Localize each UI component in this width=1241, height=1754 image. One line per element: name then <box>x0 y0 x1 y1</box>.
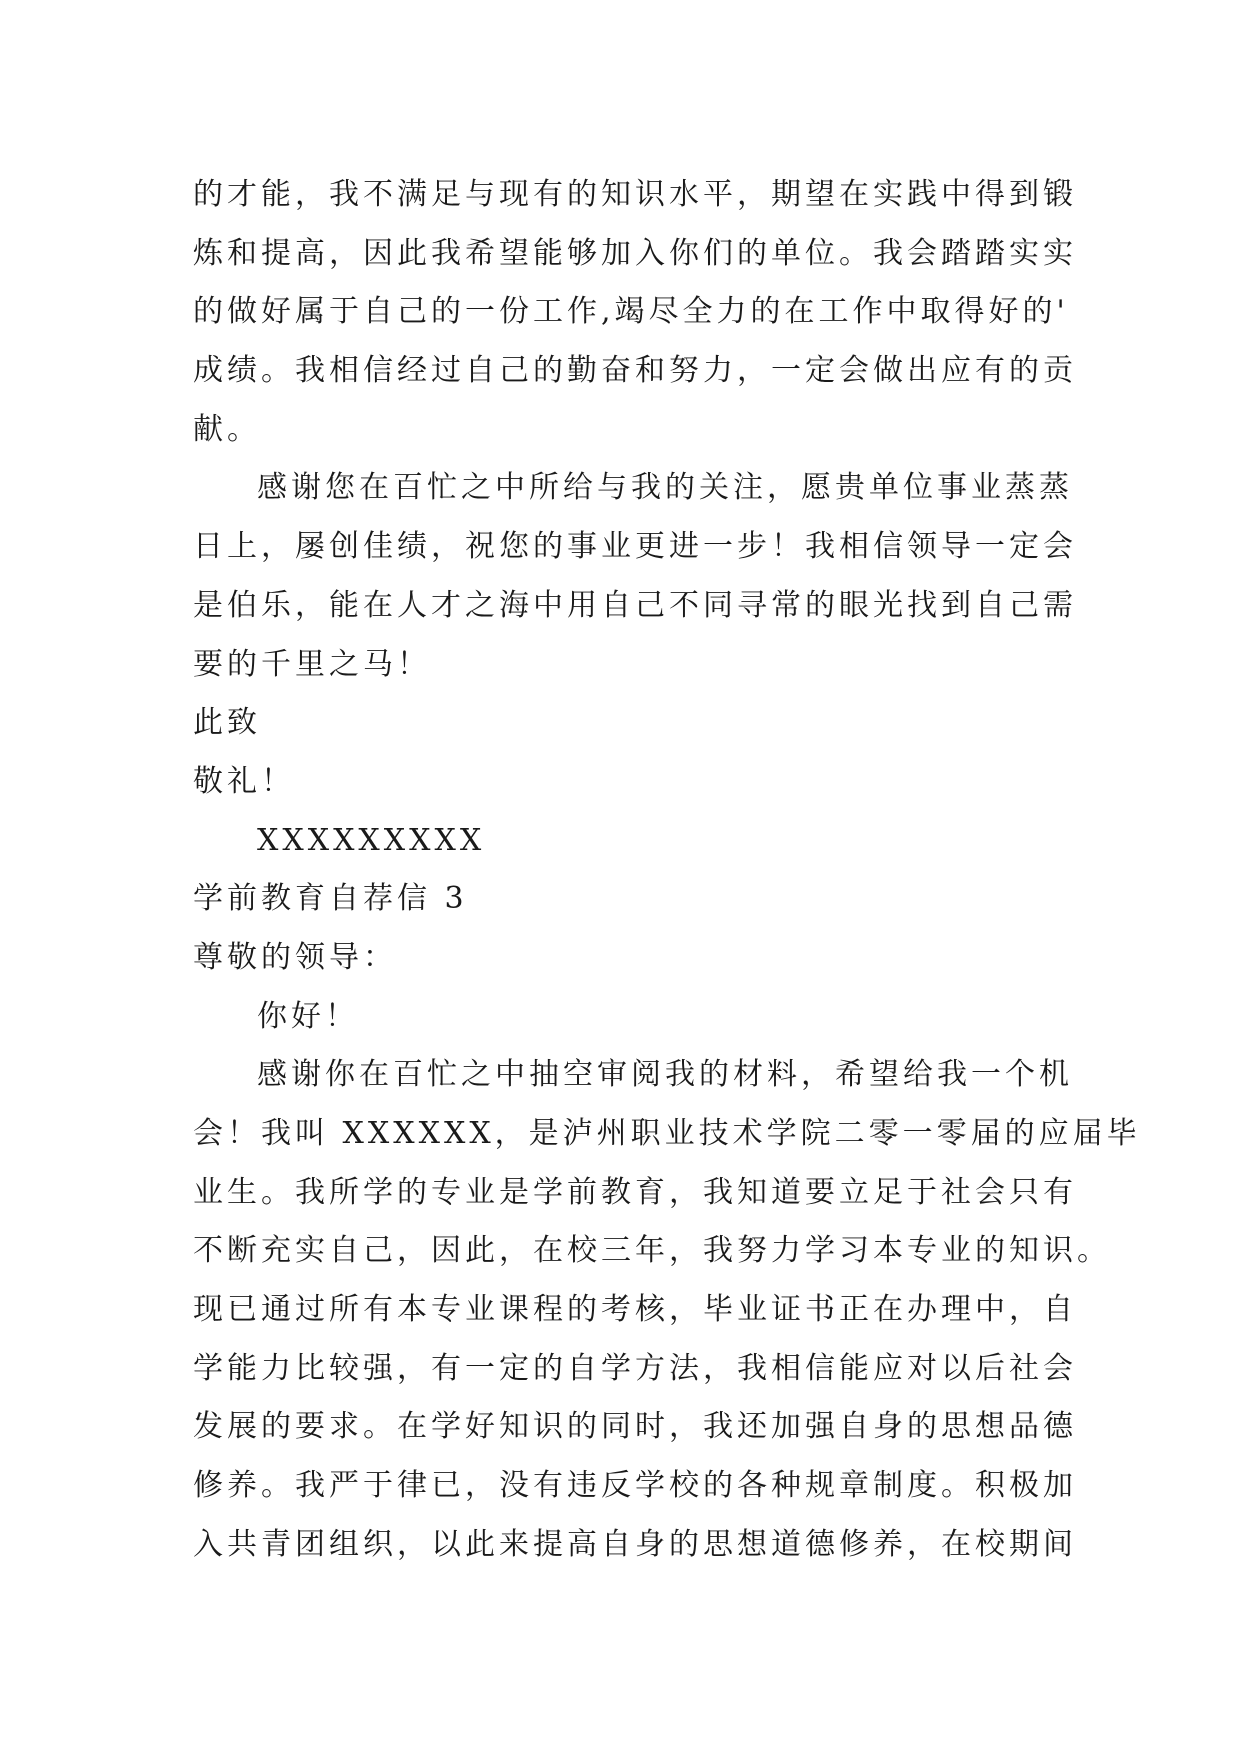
text-line: 感谢你在百忙之中抽空审阅我的材料，希望给我一个机 <box>257 1057 1073 1093</box>
text-line: 业生。我所学的专业是学前教育，我知道要立足于社会只有 <box>193 1174 1077 1210</box>
text-line: 要的千里之马！ <box>193 646 431 682</box>
text-line: XXXXXXXXX <box>257 822 486 858</box>
text-line: 此致 <box>193 705 261 741</box>
text-line: 学能力比较强，有一定的自学方法，我相信能应对以后社会 <box>193 1350 1077 1386</box>
text-line: 会！我叫 XXXXXX，是泸州职业技术学院二零一零届的应届毕 <box>193 1116 1141 1151</box>
text-line: 是伯乐，能在人才之海中用自己不同寻常的眼光找到自己需 <box>193 587 1077 623</box>
text-line: 入共青团组织，以此来提高自身的思想道德修养，在校期间 <box>193 1526 1077 1562</box>
text-line: 感谢您在百忙之中所给与我的关注，愿贵单位事业蒸蒸 <box>257 470 1073 506</box>
text-line: 日上，屡创佳绩，祝您的事业更进一步！我相信领导一定会 <box>193 529 1077 565</box>
text-line: 现已通过所有本专业课程的考核，毕业证书正在办理中，自 <box>193 1292 1077 1328</box>
text-line: 你好！ <box>257 998 359 1034</box>
text-line: 修养。我严于律已，没有违反学校的各种规章制度。积极加 <box>193 1468 1077 1504</box>
text-line: 炼和提高，因此我希望能够加入你们的单位。我会踏踏实实 <box>193 235 1077 271</box>
text-line: 的才能，我不满足与现有的知识水平，期望在实践中得到锻 <box>193 177 1077 212</box>
text-line: 献。 <box>193 411 261 447</box>
document-body <box>193 166 1141 1575</box>
text-line: 的做好属于自己的一份工作,竭尽全力的在工作中取得好的' <box>193 294 1069 330</box>
text-line: 发展的要求。在学好知识的同时，我还加强自身的思想品德 <box>193 1409 1077 1445</box>
text-line: 不断充实自己，因此，在校三年，我努力学习本专业的知识。 <box>193 1233 1111 1269</box>
text-line: 学前教育自荐信 3 <box>193 881 468 917</box>
text-line: 尊敬的领导： <box>193 939 397 975</box>
text-line: 敬礼！ <box>193 763 295 799</box>
text-line: 成绩。我相信经过自己的勤奋和努力，一定会做出应有的贡 <box>193 353 1077 389</box>
